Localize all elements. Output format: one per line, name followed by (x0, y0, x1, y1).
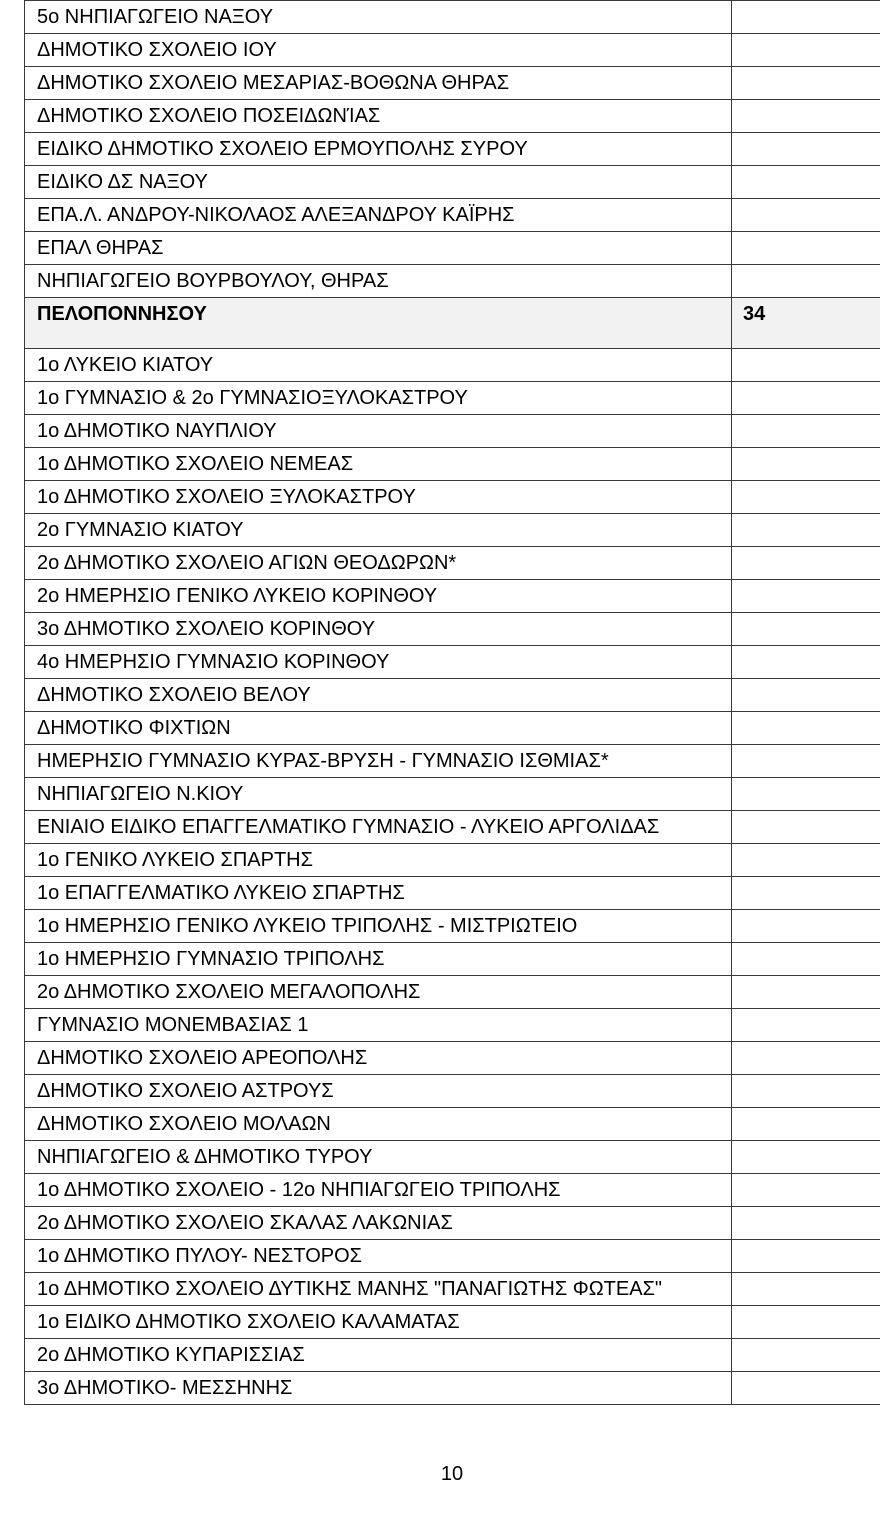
count-cell (732, 646, 880, 679)
table-row (25, 1108, 880, 1141)
count-cell (732, 1141, 880, 1174)
count-cell (732, 910, 880, 943)
count-cell (732, 943, 880, 976)
school-name-cell: 1ο ΔΗΜΟΤΙΚΟ ΣΧΟΛΕΙΟ ΔΥΤΙΚΗΣ ΜΑΝΗΣ "ΠΑΝΑΓΙΩΤΗΣ ΦΩΤΕΑΣ" (25, 1273, 732, 1306)
count-cell (732, 1339, 880, 1372)
table-row (25, 1009, 880, 1042)
table-row (25, 1141, 880, 1174)
count-cell (732, 415, 880, 448)
count-cell (732, 1273, 880, 1306)
table-row (25, 877, 880, 910)
count-cell (732, 133, 880, 166)
school-name-cell: ΔΗΜΟΤΙΚΟ ΣΧΟΛΕΙΟ ΜΕΣΑΡΙΑΣ-ΒΟΘΩΝΑ ΘΗΡΑΣ (25, 67, 732, 100)
count-cell (732, 547, 880, 580)
table-row (25, 811, 880, 844)
school-name-cell: 1ο ΛΥΚΕΙΟ ΚΙΑΤΟΥ (25, 349, 732, 382)
school-name-cell: ΕΠΑ.Λ. ΑΝΔΡΟΥ-ΝΙΚΟΛΑΟΣ ΑΛΕΞΑΝΔΡΟΥ ΚΑΪΡΗΣ (25, 199, 732, 232)
count-cell (732, 481, 880, 514)
school-name-cell: 1ο ΔΗΜΟΤΙΚΟ ΣΧΟΛΕΙΟ - 12ο ΝΗΠΙΑΓΩΓΕΙΟ ΤΡΙΠΟΛΗΣ (25, 1174, 732, 1207)
count-cell (732, 1240, 880, 1273)
table-row (25, 910, 880, 943)
table-row (25, 844, 880, 877)
school-name-cell: 2ο ΔΗΜΟΤΙΚΟ ΣΧΟΛΕΙΟ ΜΕΓΑΛΟΠΟΛΗΣ (25, 976, 732, 1009)
school-name-cell: ΕΙΔΙΚΟ ΔΗΜΟΤΙΚΟ ΣΧΟΛΕΙΟ ΕΡΜΟΥΠΟΛΗΣ ΣΥΡΟΥ (25, 133, 732, 166)
table-row (25, 976, 880, 1009)
table-row (25, 1339, 880, 1372)
count-cell (732, 1, 880, 34)
table-row (25, 232, 880, 265)
count-cell (732, 877, 880, 910)
school-name-cell: ΔΗΜΟΤΙΚΟ ΣΧΟΛΕΙΟ ΑΣΤΡΟΥΣ (25, 1075, 732, 1108)
count-cell (732, 745, 880, 778)
table-row (25, 646, 880, 679)
table-row (25, 382, 880, 415)
school-name-cell: 3ο ΔΗΜΟΤΙΚΟ ΣΧΟΛΕΙΟ ΚΟΡΙΝΘΟΥ (25, 613, 732, 646)
table-row (25, 778, 880, 811)
count-cell (732, 265, 880, 298)
region-name-cell: ΠΕΛΟΠΟΝΝΗΣΟΥ (25, 298, 732, 349)
table-row (25, 1174, 880, 1207)
table-row (25, 133, 880, 166)
table-row (25, 448, 880, 481)
table-row (25, 1306, 880, 1339)
schools-table-body (25, 1, 880, 1405)
table-row (25, 67, 880, 100)
school-name-cell: 2ο ΓΥΜΝΑΣΙΟ ΚΙΑΤΟΥ (25, 514, 732, 547)
count-cell (732, 1306, 880, 1339)
region-header-row (25, 298, 880, 349)
count-cell (732, 1042, 880, 1075)
table-row (25, 679, 880, 712)
school-name-cell: 1ο ΔΗΜΟΤΙΚΟ ΠΥΛΟΥ- ΝΕΣΤΟΡΟΣ (25, 1240, 732, 1273)
count-cell (732, 580, 880, 613)
school-name-cell: ΓΥΜΝΑΣΙΟ ΜΟΝΕΜΒΑΣΙΑΣ 1 (25, 1009, 732, 1042)
count-cell (732, 613, 880, 646)
school-name-cell: 1ο ΔΗΜΟΤΙΚΟ ΣΧΟΛΕΙΟ ΝΕΜΕΑΣ (25, 448, 732, 481)
school-name-cell: 1ο ΗΜΕΡΗΣΙΟ ΓΥΜΝΑΣΙΟ ΤΡΙΠΟΛΗΣ (25, 943, 732, 976)
page-number: 10 (440, 1463, 464, 1485)
table-row (25, 34, 880, 67)
count-cell (732, 1372, 880, 1405)
count-cell (732, 679, 880, 712)
table-row (25, 613, 880, 646)
table-row (25, 1042, 880, 1075)
school-name-cell: ΔΗΜΟΤΙΚΟ ΣΧΟΛΕΙΟ ΠΟΣΕΙΔΩΝΊΑΣ (25, 100, 732, 133)
count-cell (732, 166, 880, 199)
school-name-cell: 1ο ΓΕΝΙΚΟ ΛΥΚΕΙΟ ΣΠΑΡΤΗΣ (25, 844, 732, 877)
school-name-cell: ΝΗΠΙΑΓΩΓΕΙΟ & ΔΗΜΟΤΙΚΟ ΤΥΡΟΥ (25, 1141, 732, 1174)
table-row (25, 199, 880, 232)
table-row (25, 349, 880, 382)
table-row (25, 745, 880, 778)
table-row (25, 265, 880, 298)
count-cell (732, 1009, 880, 1042)
count-cell (732, 811, 880, 844)
count-cell (732, 67, 880, 100)
count-cell (732, 1075, 880, 1108)
table-row (25, 481, 880, 514)
school-name-cell: 2ο ΔΗΜΟΤΙΚΟ ΚΥΠΑΡΙΣΣΙΑΣ (25, 1339, 732, 1372)
school-name-cell: 3ο ΔΗΜΟΤΙΚΟ- ΜΕΣΣΗΝΗΣ (25, 1372, 732, 1405)
table-row (25, 712, 880, 745)
school-name-cell: ΔΗΜΟΤΙΚΟ ΣΧΟΛΕΙΟ ΜΟΛΑΩΝ (25, 1108, 732, 1141)
school-name-cell: 4ο ΗΜΕΡΗΣΙΟ ΓΥΜΝΑΣΙΟ ΚΟΡΙΝΘΟΥ (25, 646, 732, 679)
count-cell (732, 1207, 880, 1240)
school-name-cell: 2ο ΔΗΜΟΤΙΚΟ ΣΧΟΛΕΙΟ ΣΚΑΛΑΣ ΛΑΚΩΝΙΑΣ (25, 1207, 732, 1240)
count-cell (732, 34, 880, 67)
school-name-cell: ΕΝΙΑΙΟ ΕΙΔΙΚΟ ΕΠΑΓΓΕΛΜΑΤΙΚΟ ΓΥΜΝΑΣΙΟ - ΛΥΚΕΙΟ ΑΡΓΟΛΙΔΑΣ (25, 811, 732, 844)
count-cell (732, 844, 880, 877)
table-row (25, 1273, 880, 1306)
school-name-cell: 1ο ΗΜΕΡΗΣΙΟ ΓΕΝΙΚΟ ΛΥΚΕΙΟ ΤΡΙΠΟΛΗΣ - ΜΙΣΤΡΙΩΤΕΙΟ (25, 910, 732, 943)
school-name-cell: 1ο ΔΗΜΟΤΙΚΟ ΣΧΟΛΕΙΟ ΞΥΛΟΚΑΣΤΡΟΥ (25, 481, 732, 514)
table-row (25, 1075, 880, 1108)
count-cell (732, 976, 880, 1009)
school-name-cell: ΔΗΜΟΤΙΚΟ ΦΙΧΤΙΩΝ (25, 712, 732, 745)
school-name-cell: 1ο ΕΠΑΓΓΕΛΜΑΤΙΚΟ ΛΥΚΕΙΟ ΣΠΑΡΤΗΣ (25, 877, 732, 910)
table-row (25, 415, 880, 448)
school-name-cell: 1ο ΓΥΜΝΑΣΙΟ & 2ο ΓΥΜΝΑΣΙΟΞΥΛΟΚΑΣΤΡΟΥ (25, 382, 732, 415)
count-cell (732, 514, 880, 547)
schools-table (24, 0, 880, 1405)
region-count-cell: 34 (732, 298, 880, 349)
table-row (25, 100, 880, 133)
school-name-cell: ΗΜΕΡΗΣΙΟ ΓΥΜΝΑΣΙΟ ΚΥΡΑΣ-ΒΡΥΣΗ - ΓΥΜΝΑΣΙΟ ΙΣΘΜΙΑΣ* (25, 745, 732, 778)
table-row (25, 580, 880, 613)
count-cell (732, 232, 880, 265)
table-row (25, 1, 880, 34)
count-cell (732, 199, 880, 232)
school-name-cell: ΝΗΠΙΑΓΩΓΕΙΟ ΒΟΥΡΒΟΥΛΟΥ, ΘΗΡΑΣ (25, 265, 732, 298)
school-name-cell: ΕΙΔΙΚΟ ΔΣ ΝΑΞΟΥ (25, 166, 732, 199)
school-name-cell: 1ο ΕΙΔΙΚΟ ΔΗΜΟΤΙΚΟ ΣΧΟΛΕΙΟ ΚΑΛΑΜΑΤΑΣ (25, 1306, 732, 1339)
table-row (25, 943, 880, 976)
count-cell (732, 349, 880, 382)
count-cell (732, 1108, 880, 1141)
table-row (25, 1207, 880, 1240)
count-cell (732, 448, 880, 481)
school-name-cell: ΕΠΑΛ ΘΗΡΑΣ (25, 232, 732, 265)
table-row (25, 547, 880, 580)
school-name-cell: ΝΗΠΙΑΓΩΓΕΙΟ Ν.ΚΙΟΥ (25, 778, 732, 811)
school-name-cell: ΔΗΜΟΤΙΚΟ ΣΧΟΛΕΙΟ ΙΟΥ (25, 34, 732, 67)
school-name-cell: ΔΗΜΟΤΙΚΟ ΣΧΟΛΕΙΟ ΒΕΛΟΥ (25, 679, 732, 712)
school-name-cell: 5ο ΝΗΠΙΑΓΩΓΕΙΟ ΝΑΞΟΥ (25, 1, 732, 34)
school-name-cell: 2ο ΗΜΕΡΗΣΙΟ ΓΕΝΙΚΟ ΛΥΚΕΙΟ ΚΟΡΙΝΘΟΥ (25, 580, 732, 613)
school-name-cell: ΔΗΜΟΤΙΚΟ ΣΧΟΛΕΙΟ ΑΡΕΟΠΟΛΗΣ (25, 1042, 732, 1075)
table-row (25, 514, 880, 547)
table-row (25, 1240, 880, 1273)
count-cell (732, 382, 880, 415)
table-row (25, 166, 880, 199)
count-cell (732, 1174, 880, 1207)
school-name-cell: 1ο ΔΗΜΟΤΙΚΟ ΝΑΥΠΛΙΟΥ (25, 415, 732, 448)
count-cell (732, 778, 880, 811)
school-name-cell: 2ο ΔΗΜΟΤΙΚΟ ΣΧΟΛΕΙΟ ΑΓΙΩΝ ΘΕΟΔΩΡΩΝ* (25, 547, 732, 580)
table-row (25, 1372, 880, 1405)
count-cell (732, 100, 880, 133)
count-cell (732, 712, 880, 745)
